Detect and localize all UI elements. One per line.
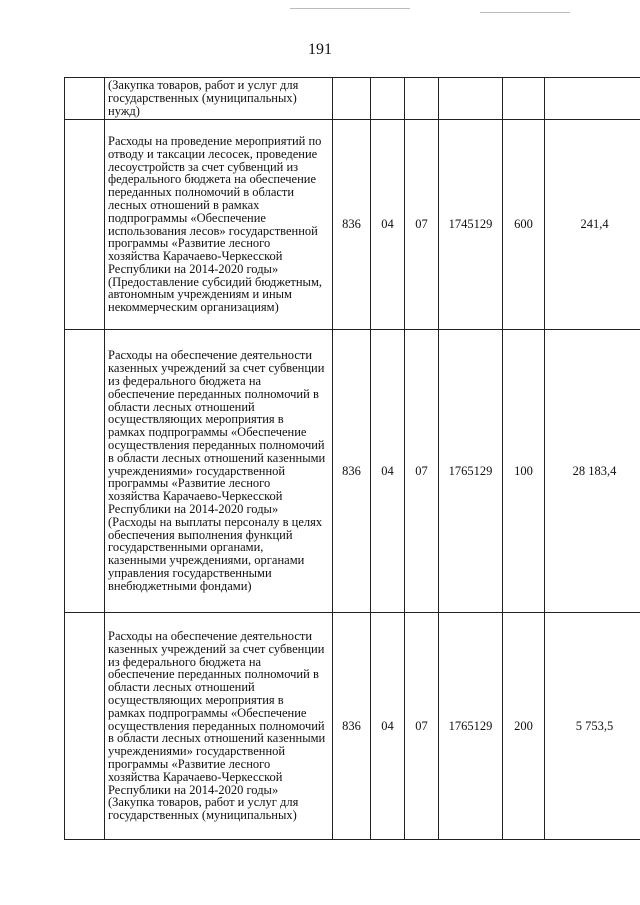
subsection-code-cell: 07 <box>405 613 439 840</box>
page-number: 191 <box>308 41 332 58</box>
row-number-cell <box>65 613 105 840</box>
section-code-cell: 04 <box>371 613 405 840</box>
target-code-cell: 1765129 <box>439 330 503 613</box>
amount-cell <box>545 78 640 120</box>
expense-type-cell <box>503 78 545 120</box>
expense-type-cell: 200 <box>503 613 545 840</box>
ministry-code-cell: 836 <box>333 330 371 613</box>
description-cell: Расходы на обеспечение деятельности казенных учреждений за счет субвенции из федерального бюджета на обеспечение переданных полномочий в области лесных отношений осуществляющих мероприятия в рамках подпрограммы «Обеспечение осуществления переданных полномочий в области лесных отношений казенными учреждениями» государственной программы «Развитие лесного хозяйства Карачаево-Черкесской Республики на 2014-2020 годы» (Закупка товаров, работ и услуг для государственных (муниципальных) <box>105 613 333 840</box>
subsection-code-cell: 07 <box>405 330 439 613</box>
row-number-cell <box>65 78 105 120</box>
table-row <box>65 120 640 330</box>
row-number-cell <box>65 120 105 330</box>
section-code-cell: 04 <box>371 120 405 330</box>
ministry-code-cell: 836 <box>333 120 371 330</box>
section-code-cell: 04 <box>371 330 405 613</box>
description-cell: Расходы на проведение мероприятий по отводу и таксации лесосек, проведение лесоустройств за счет субвенций из федерального бюджета на обеспечение переданных полномочий в области лесных отношений в рамках подпрограммы «Обеспечение использования лесов» государственной программы «Развитие лесного хозяйства Карачаево-Черкесской Республики на 2014-2020 годы» (Предоставление субсидий бюджетным, автономным учреждениям и иным некоммерческим организациям) <box>105 120 333 330</box>
target-code-cell: 1745129 <box>439 120 503 330</box>
expense-type-cell: 600 <box>503 120 545 330</box>
subsection-code-cell: 07 <box>405 120 439 330</box>
table-row <box>65 78 640 120</box>
amount-cell: 241,4 <box>545 120 640 330</box>
ministry-code-cell: 836 <box>333 613 371 840</box>
amount-cell: 5 753,5 <box>545 613 640 840</box>
section-code-cell <box>371 78 405 120</box>
scan-artifact <box>290 8 410 9</box>
table-row <box>65 613 640 840</box>
row-number-cell <box>65 330 105 613</box>
table-row <box>65 330 640 613</box>
subsection-code-cell <box>405 78 439 120</box>
description-cell: (Закупка товаров, работ и услуг для государственных (муниципальных) нужд) <box>105 78 333 120</box>
ministry-code-cell <box>333 78 371 120</box>
amount-cell: 28 183,4 <box>545 330 640 613</box>
description-cell: Расходы на обеспечение деятельности казенных учреждений за счет субвенции из федерального бюджета на обеспечение переданных полномочий в области лесных отношений осуществляющих мероприятия в рамках подпрограммы «Обеспечение осуществления переданных полномочий в области лесных отношений казенными учреждениями» государственной программы «Развитие лесного хозяйства Карачаево-Черкесской Республики на 2014-2020 годы» (Расходы на выплаты персоналу в целях обеспечения выполнения функций государственными органами, казенными учреждениями, органами управления государственными внебюджетными фондами) <box>105 330 333 613</box>
scan-artifact <box>480 12 570 13</box>
expense-type-cell: 100 <box>503 330 545 613</box>
budget-table <box>64 77 640 840</box>
target-code-cell <box>439 78 503 120</box>
target-code-cell: 1765129 <box>439 613 503 840</box>
